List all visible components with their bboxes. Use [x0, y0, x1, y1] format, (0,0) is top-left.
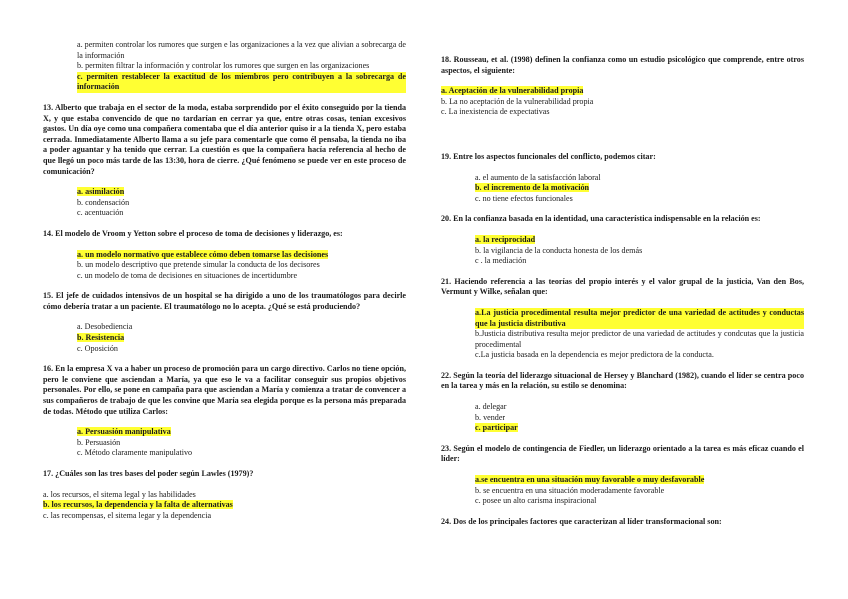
- q13-option-a-highlighted: a. asimilación: [77, 187, 125, 197]
- q16-option-b: b. Persuasión: [77, 437, 121, 447]
- q23-option-b: b. se encuentra en una situación moderadamente favorable: [475, 485, 665, 495]
- q21-option-a-highlighted: a.La justicia procedimental resulta mejor predictor de una variedad de actitudes y conductas que la justicia distributiva: [475, 307, 804, 328]
- q12-options: [43, 40, 406, 93]
- q12-option-a: a. permiten controlar los rumores que surgen e las organizaciones a la vez que alivian a sobrecarga de la información: [77, 40, 406, 60]
- q23-text: 23. Según el modelo de contingencia de Fiedler, un liderazgo orientado a la tarea es más eficaz cuando el líder:: [441, 443, 804, 464]
- q15-option-a: a. Desobediencia: [77, 322, 133, 332]
- q12-option-c-highlighted: c. permiten restablecer la exactitud de los miembros pero contribuyen a la sobrecarga de información: [77, 71, 406, 92]
- q15-option-b-highlighted: b. Resistencia: [77, 333, 125, 343]
- q17-option-b-highlighted: b. los recursos, la dependencia y la falta de alternativas: [43, 500, 233, 510]
- q12-option-b: b. permiten filtrar la información y controlar los rumores que surgen en las organizaciones: [77, 61, 370, 71]
- q14-text: 14. El modelo de Vroom y Yetton sobre el proceso de toma de decisiones y liderazgo, es:: [43, 228, 343, 238]
- q16-text: 16. En la empresa X va a haber un proceso de promoción para un cargo directivo. Carlos no tiene opción, pero le conviene que asciendan a María, ya que eso le va a facilitar conseguir sus propios objetivos personales. Por ello, se pone en campaña para que asciendan a María y comienza a tratar de convencer a sus compañeros de trabajo de que les convine que María sea elegida porque es la persona más preparada de todas. Método que utiliza Carlos:: [43, 364, 406, 416]
- q21-text: 21. Haciendo referencia a las teorías del propio interés y el valor grupal de la justicia, Van den Bos, Vermunt y Wilke, señalan que:: [441, 276, 804, 297]
- q23-option-a-highlighted: a.se encuentra en una situación muy favorable o muy desfavorable: [475, 475, 705, 485]
- q17-option-c: c. las recompensas, el sitema legar y la dependencia: [43, 510, 212, 520]
- q18-option-c: c. La inexistencia de expectativas: [441, 107, 550, 117]
- q18-text: 18. Rousseau, et al. (1998) definen la confianza como un estudio psicológico que comprende, entre otros aspectos, el siguiente:: [441, 55, 804, 75]
- right-column: [441, 55, 804, 527]
- q24-text: 24. Dos de los principales factores que caracterizan al líder transformacional son:: [441, 516, 722, 526]
- q15-option-c: c. Oposición: [77, 343, 118, 353]
- left-column: [43, 40, 406, 521]
- q20-option-c: c . la mediación: [475, 256, 527, 266]
- q20-option-b: b. la vigilancia de la conducta honesta de los demás: [475, 245, 643, 255]
- q19-option-c: c. no tiene efectos funcionales: [475, 193, 573, 203]
- q19-option-a: a. el aumento de la satisfacción laboral: [475, 172, 601, 182]
- q18-option-a-highlighted: a. Aceptación de la vulnerabilidad propia: [441, 86, 584, 96]
- q15-text: 15. El jefe de cuidados intensivos de un hospital se ha dirigido a uno de los traumatólogos para decirle cómo debería tratar a un paciente. El traumatólogo no lo acepta. ¿Qué se está produciendo?: [43, 291, 406, 311]
- q22-option-a: a. delegar: [475, 402, 507, 412]
- q13-option-b: b. condensación: [77, 197, 130, 207]
- q16-option-a-highlighted: a. Persuasión manipulativa: [77, 427, 171, 437]
- q17-text: 17. ¿Cuáles son las tres bases del poder según Lawles (1979)?: [43, 469, 254, 478]
- q19-text: 19. Entre los aspectos funcionales del conflicto, podemos citar:: [441, 151, 656, 161]
- q22-text: 22. Según la teoría del liderazgo situacional de Hersey y Blanchard (1982), cuando el líder se centra poco en la tarea y más en la relación, su estilo se denomina:: [441, 370, 804, 391]
- q13-text: 13. Alberto que trabaja en el sector de la moda, estaba sorprendido por el éxito conseguido por la tienda X, y que estaba convencido de que no tardarían en cerrar ya que, entre otras cosas, tenían excesivos gastos. Un día oye como una compañera comentaba que el día anterior quiso ir a la tienda X, pero estaba cerrada. Inmediatamente Alberto llama a su jefe para comentarle que como él pensaba, la tienda no iba a poder aguantar y ha tenido que cerrar. La cuestión es que la compañera hacía referencia al hecho de que llegó un poco más tarde de las 13:30, hora de cierre. ¿Qué fenómeno se puede ver en este proceso de comunicación?: [43, 102, 406, 176]
- q23-option-c: c. posee un alto carisma inspiracional: [475, 496, 597, 506]
- q14-option-c: c. un modelo de toma de decisiones en situaciones de incertidumbre: [77, 270, 298, 280]
- q20-text: 20. En la confianza basada en la identidad, una característica indispensable en la relación es:: [441, 214, 761, 224]
- q21-option-b: b.Justicia distributiva resulta mejor predictor de una variedad de actitudes y condcutas que la justicia procedimental: [475, 329, 804, 349]
- q13-option-c: c. acentuación: [77, 208, 124, 218]
- q19-option-b-highlighted: b. el incremento de la motivación: [475, 183, 590, 193]
- q22-option-b: b. vender: [475, 412, 506, 422]
- q18-option-b: b. La no aceptación de la vulnerabilidad propia: [441, 96, 594, 106]
- q22-option-c-highlighted: c. participar: [475, 423, 518, 433]
- q20-option-a-highlighted: a. la reciprocidad: [475, 234, 536, 244]
- q17-option-a: a. los recursos, el sitema legal y las habilidades: [43, 489, 196, 499]
- q16-option-c: c. Método claramente manipulativo: [77, 448, 193, 458]
- q14-option-a-highlighted: a. un modelo normativo que establece cómo deben tomarse las decisiones: [77, 249, 329, 259]
- q14-option-b: b. un modelo descriptivo que pretende simular la conducta de los decisores: [77, 260, 320, 270]
- q21-option-c: c.La justicia basada en la dependencia es mejor predictora de la conducta.: [475, 350, 714, 360]
